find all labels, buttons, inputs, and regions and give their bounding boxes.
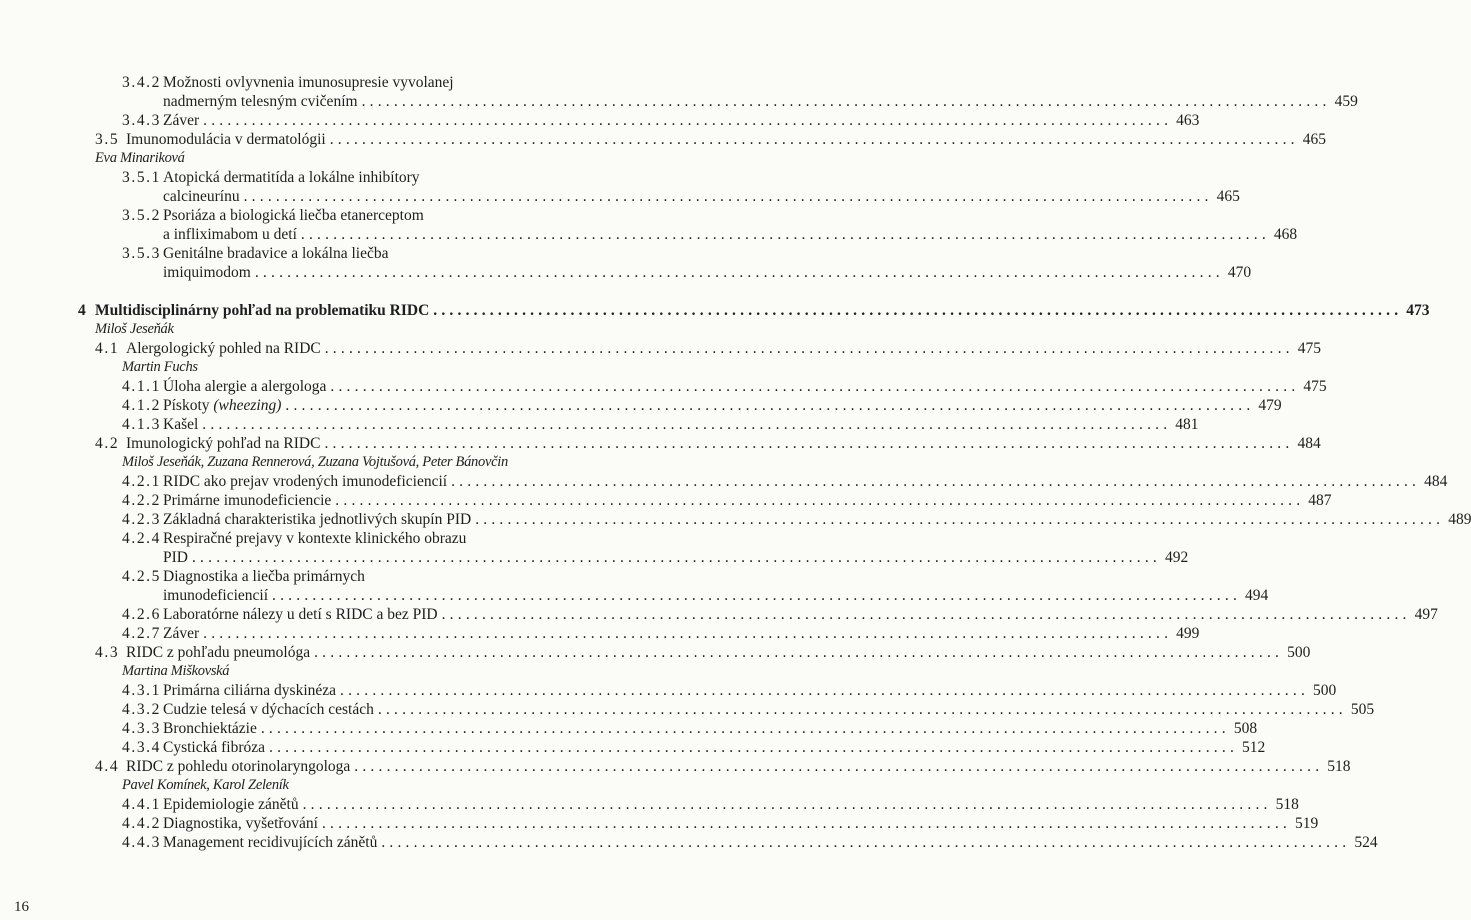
toc-entry	[122, 833, 1378, 852]
section-number: 3.5.1	[122, 169, 161, 186]
toc-entry	[95, 339, 1321, 358]
toc-entry	[95, 643, 1311, 662]
section-number: 4.2.1	[122, 473, 161, 490]
dot-leader: ........................................................................................................................	[272, 587, 1242, 604]
dot-leader: ........................................................................................................................	[203, 625, 1173, 642]
toc-entry	[122, 396, 1282, 415]
section-title: Psoriáza a biologická liečba etanerceptom	[163, 207, 424, 224]
section-title: Imunologický pohľad na RIDC	[126, 435, 321, 452]
page-ref: 505	[1350, 701, 1375, 718]
section-title: Kašel	[163, 416, 199, 433]
dot-leader: ........................................................................................................................	[335, 492, 1305, 509]
section-title: Genitálne bradavice a lokálna liečba	[163, 245, 389, 262]
toc-entry	[163, 187, 1240, 206]
section-title: RIDC z pohľadu pneumológa	[126, 644, 311, 661]
page-ref: 508	[1233, 720, 1258, 737]
page-ref: 475	[1297, 340, 1321, 357]
section-number: 4.1.3	[122, 416, 161, 433]
dot-leader: ........................................................................................................................	[203, 112, 1173, 129]
toc-entry	[122, 415, 1199, 434]
section-title: Primárne imunodeficiencie	[163, 492, 332, 509]
page-ref: 512	[1242, 739, 1266, 756]
toc-entry	[122, 738, 1266, 757]
page-ref: 481	[1175, 416, 1199, 433]
section-number: 4.3.1	[122, 682, 161, 699]
section-title: Pískoty (wheezing)	[163, 397, 282, 414]
author-names: Pavel Komínek, Karol Zeleník	[122, 777, 289, 793]
section-number: 4.1.1	[122, 378, 161, 395]
toc-entry	[122, 795, 1299, 814]
section-number: 4.4.3	[122, 834, 161, 851]
toc-entry	[122, 168, 572, 187]
dot-leader: ........................................................................................................................	[285, 397, 1255, 414]
section-title: Diagnostika a liečba primárnych	[163, 568, 365, 585]
toc-entry	[122, 510, 1471, 529]
author-names: Eva Minariková	[95, 150, 185, 166]
toc-author	[122, 662, 572, 681]
section-number: 4.2.7	[122, 625, 161, 642]
section-title: Základná charakteristika jednotlivých skupín PID	[163, 511, 472, 528]
dot-leader: ........................................................................................................................	[191, 549, 1161, 566]
toc-author	[95, 149, 572, 168]
toc-author	[95, 320, 572, 339]
dot-leader: ........................................................................................................................	[269, 739, 1239, 756]
section-number: 4.4.2	[122, 815, 161, 832]
page-ref: 463	[1176, 112, 1200, 129]
section-title: Záver	[163, 112, 200, 129]
section-number: 4.2.2	[122, 492, 161, 509]
section-number: 4.3.4	[122, 739, 161, 756]
section-number: 4	[78, 302, 88, 319]
page-number: 16	[14, 899, 29, 915]
section-title: Cystická fibróza	[163, 739, 266, 756]
dot-leader: ........................................................................................................................	[377, 701, 1347, 718]
page-ref: 468	[1273, 226, 1298, 243]
page-ref: 494	[1245, 587, 1269, 604]
page-ref: 479	[1258, 397, 1282, 414]
page-ref: 518	[1327, 758, 1351, 775]
page-ref: 459	[1334, 93, 1358, 110]
section-title: imunodeficiencií	[163, 587, 269, 604]
dot-leader: ........................................................................................................................	[329, 131, 1299, 148]
toc-entry	[122, 681, 1337, 700]
dot-leader: ........................................................................................................................	[324, 435, 1294, 452]
section-number: 3.4.2	[122, 74, 161, 91]
dot-leader: ........................................................................................................................	[354, 758, 1324, 775]
dot-leader: ........................................................................................................................	[314, 644, 1284, 661]
dot-leader: ........................................................................................................................	[340, 682, 1310, 699]
page-ref: 519	[1294, 815, 1319, 832]
section-number: 4.2.3	[122, 511, 161, 528]
section-title: Multidisciplinárny pohľad na problematiku RIDC	[95, 302, 430, 319]
section-title: RIDC ako prejav vrodených imunodeficiencií	[163, 473, 448, 490]
page-ref: 475	[1303, 378, 1327, 395]
author-names: Miloš Jeseňák	[95, 321, 174, 337]
section-title: Atopická dermatitída a lokálne inhibítory	[163, 169, 420, 186]
section-number: 4.2.4	[122, 530, 161, 547]
page-ref: 500	[1287, 644, 1311, 661]
section-number: 4.2.6	[122, 606, 161, 623]
author-names: Miloš Jeseňák, Zuzana Rennerová, Zuzana Vojtušová, Peter Bánovčin	[122, 454, 508, 470]
section-number: 3.5.2	[122, 207, 161, 224]
section-title: Management recidivujících zánětů	[163, 834, 378, 851]
author-names: Martin Fuchs	[122, 359, 198, 375]
section-number: 4.3	[95, 644, 120, 661]
page-ref: 499	[1176, 625, 1200, 642]
section-title: a infliximabom u detí	[163, 226, 297, 243]
section-number: 4.2	[95, 435, 120, 452]
section-title-italic: (wheezing)	[213, 397, 282, 414]
section-title: nadmerným telesným cvičením	[163, 93, 358, 110]
toc-entry	[122, 529, 572, 548]
page-ref: 500	[1313, 682, 1337, 699]
section-title: imiquimodom	[163, 264, 251, 281]
section-title: RIDC z pohledu otorinolaryngologa	[126, 758, 351, 775]
toc-entry	[95, 757, 1351, 776]
page-ref: 489	[1448, 511, 1471, 528]
section-title: Alergologický pohled na RIDC	[126, 340, 321, 357]
section-title: Možnosti ovlyvnenia imunosupresie vyvolanej	[163, 74, 454, 91]
toc-entry	[163, 92, 1358, 111]
dot-leader: ........................................................................................................................	[254, 264, 1224, 281]
dot-leader: ........................................................................................................................	[243, 188, 1213, 205]
dot-leader: ........................................................................................................................	[324, 340, 1294, 357]
dot-leader: ........................................................................................................................	[260, 720, 1230, 737]
page-ref: 492	[1164, 549, 1189, 566]
section-title: Diagnostika, vyšetřování	[163, 815, 318, 832]
section-title: Epidemiologie zánětů	[163, 796, 299, 813]
section-title: calcineurínu	[163, 188, 240, 205]
toc-author	[122, 453, 572, 472]
section-title: Primárna ciliárna dyskinéza	[163, 682, 337, 699]
toc-author	[122, 776, 572, 795]
dot-leader: ........................................................................................................................	[451, 473, 1421, 490]
page-ref: 487	[1308, 492, 1332, 509]
toc-entry	[122, 491, 1332, 510]
author-names: Martina Miškovská	[122, 663, 230, 679]
section-number: 3.4.3	[122, 112, 161, 129]
section-title: PID	[163, 549, 188, 566]
toc-entry	[95, 434, 1321, 453]
section-number: 4.1.2	[122, 397, 161, 414]
toc-entry	[122, 567, 572, 586]
toc-entry	[163, 586, 1269, 605]
toc-entry	[163, 225, 1298, 244]
dot-leader: ........................................................................................................................	[202, 416, 1172, 433]
dot-leader: ........................................................................................................................	[300, 226, 1270, 243]
toc-entry	[122, 111, 1200, 130]
section-number: 4.2.5	[122, 568, 161, 585]
toc-entry	[122, 377, 1327, 396]
section-number: 4.1	[95, 340, 120, 357]
page-ref: 465	[1302, 131, 1326, 148]
toc-entry	[122, 719, 1258, 738]
dot-leader: ........................................................................................................................	[330, 378, 1300, 395]
toc-entry	[122, 73, 572, 92]
page-ref: 484	[1297, 435, 1321, 452]
section-title: Cudzie telesá v dýchacích cestách	[163, 701, 374, 718]
page-ref: 465	[1216, 188, 1240, 205]
toc-entry	[122, 472, 1448, 491]
toc-entry	[122, 244, 572, 263]
section-title: Úloha alergie a alergologa	[163, 378, 327, 395]
section-title: Záver	[163, 625, 200, 642]
toc-entry	[122, 605, 1438, 624]
page-ref: 524	[1354, 834, 1378, 851]
section-number: 3.5	[95, 131, 120, 148]
section-number: 4.3.3	[122, 720, 161, 737]
toc-entry	[122, 624, 1200, 643]
dot-leader: ........................................................................................................................	[433, 302, 1403, 319]
toc-entry	[163, 263, 1252, 282]
toc-author	[122, 358, 572, 377]
dot-leader: ........................................................................................................................	[361, 93, 1331, 110]
dot-leader: ........................................................................................................................	[381, 834, 1351, 851]
section-number: 4.4	[95, 758, 120, 775]
page-ref: 473	[1406, 302, 1430, 319]
toc-entry	[163, 548, 1189, 567]
page-ref: 484	[1424, 473, 1448, 490]
section-title: Imunomodulácia v dermatológii	[126, 131, 326, 148]
page-ref: 497	[1414, 606, 1438, 623]
section-title: Respiračné prejavy v kontexte klinického obrazu	[163, 530, 467, 547]
toc-entry	[122, 814, 1319, 833]
dot-leader: ........................................................................................................................	[302, 796, 1272, 813]
page-ref: 518	[1275, 796, 1299, 813]
section-number: 4.4.1	[122, 796, 161, 813]
dot-leader: ........................................................................................................................	[321, 815, 1291, 832]
toc-entry	[122, 700, 1375, 719]
page-ref: 470	[1227, 264, 1252, 281]
toc-entry	[95, 130, 1326, 149]
section-title: Bronchiektázie	[163, 720, 257, 737]
dot-leader: ........................................................................................................................	[441, 606, 1411, 623]
section-title: Laboratórne nálezy u detí s RIDC a bez PID	[163, 606, 438, 623]
section-number: 4.3.2	[122, 701, 161, 718]
toc-entry	[78, 301, 1430, 320]
dot-leader: ........................................................................................................................	[475, 511, 1445, 528]
section-number: 3.5.3	[122, 245, 161, 262]
toc-entry	[122, 206, 572, 225]
